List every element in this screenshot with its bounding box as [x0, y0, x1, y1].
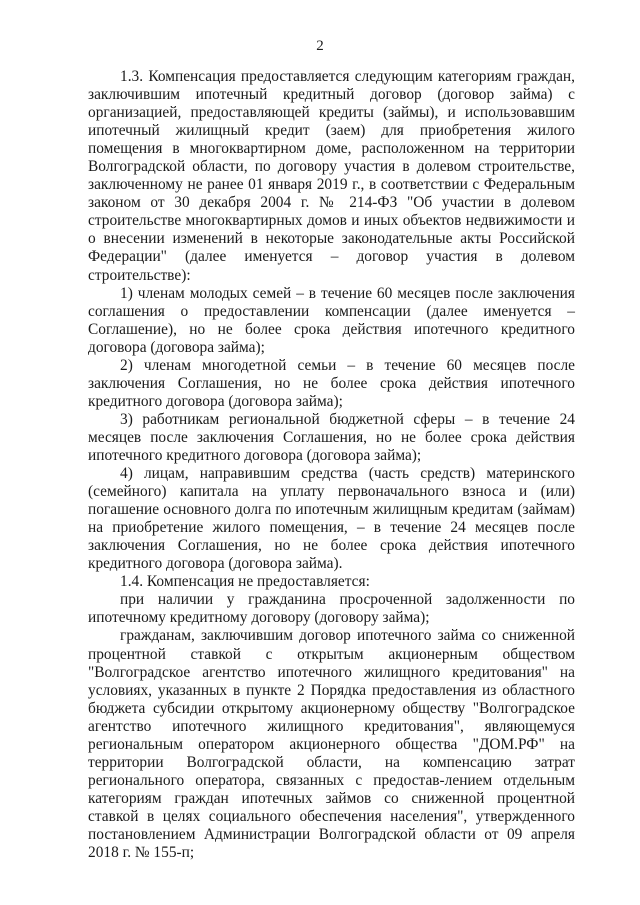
paragraph-1-4: 1.4. Компенсация не предоставляется:	[120, 573, 370, 591]
paragraph-reduced-rate-loan: гражданам, заключившим договор ипотечного займа со сниженной процентной ставкой с открытым акционерным обществом "Волгоградское агентство ипотечного жилищного кредитования" на условиях, указанных в пункте 2 Порядка предоставления из областного бюджета субсидии открытому акционерному обществу "Волгоградское агентство ипотечного жилищного кредитования", являющемуся региональным оператором акционерного общества "ДОМ.РФ" на территории Волгоградской области, на компенсацию затрат регионального оператора, связанных с предостав-лением отдельным категориям граждан ипотечных займов со сниженной процентной ставкой в целях социального обеспечения населения", утвержденного постановлением Администрации Волгоградской области от 09 апреля 2018 г. № 155-п;	[88, 627, 575, 862]
document-body	[88, 68, 575, 862]
page-number: 2	[316, 38, 324, 54]
paragraph-item-1-young-families: 1) членам молодых семей – в течение 60 месяцев после заключения соглашения о предоставлении компенсации (далее именуется – Соглашение), но не более срока действия ипотечного кредитного договора (договора займа);	[88, 284, 575, 356]
paragraph-item-4-maternity-capital: 4) лицам, направившим средства (часть средств) материнского (семейного) капитала на уплату первоначального взноса и (или) погашение основного долга по ипотечным жилищным кредитам (займам) на приобретение жилого помещения, – в течение 24 месяцев после заключения Соглашения, но не более срока действия ипотечного кредитного договора (договора займа).	[88, 465, 575, 573]
paragraph-item-3-public-sector: 3) работникам региональной бюджетной сферы – в течение 24 месяцев после заключения Соглашения, но не более срока действия ипотечного кредитного договора (договора займа);	[88, 410, 575, 464]
paragraph-item-2-large-families: 2) членам многодетной семьи – в течение 60 месяцев после заключения Соглашения, но не более срока действия ипотечного кредитного договора (договора займа);	[88, 356, 575, 410]
paragraph-overdue-debt: при наличии у гражданина просроченной задолженности по ипотечному кредитному договору (договору займа);	[88, 591, 575, 627]
paragraph-1-3: 1.3. Компенсация предоставляется следующим категориям граждан, заключившим ипотечный кредитный договор (договор займа) с организацией, предоставляющей кредиты (займы), и использовавшим ипотечный жилищный кредит (заем) для приобретения жилого помещения в многоквартирном доме, расположенном на территории Волгоградской области, по договору участия в долевом строительстве, заключенному не ранее 01 января 2019 г., в соответствии с Федеральным законом от 30 декабря 2004 г. № 214-ФЗ "Об участии в долевом строительстве многоквартирных домов и иных объектов недвижимости и о внесении изменений в некоторые законодательные акты Российской Федерации" (далее именуется – договор участия в долевом строительстве):	[88, 68, 575, 284]
